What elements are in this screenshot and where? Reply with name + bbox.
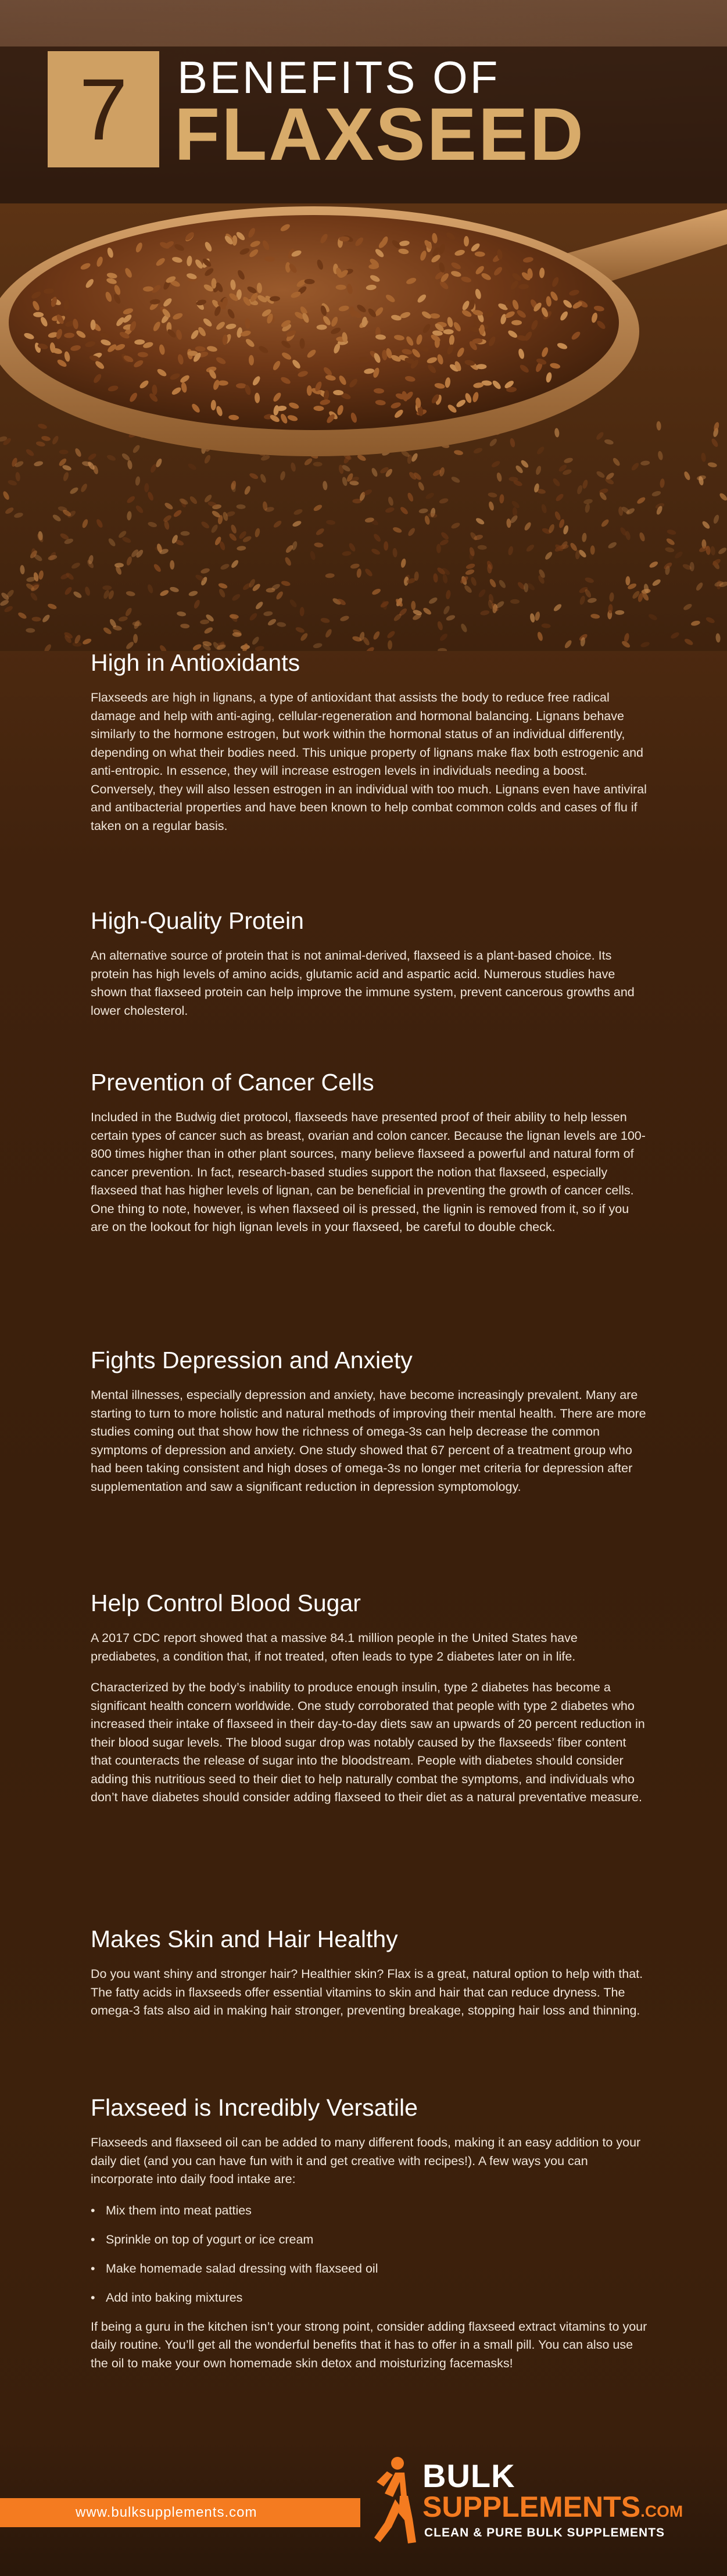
running-figure-icon (372, 2455, 418, 2548)
section-skin-hair (91, 1926, 649, 2033)
number-badge (48, 51, 159, 167)
brand-name: BULK (422, 2457, 515, 2494)
footer (0, 2434, 727, 2576)
section-paragraph: A 2017 CDC report showed that a massive 84.1 million people in the United States have prediabetes, a condition that, if not treated, often leads to type 2 diabetes later on in life. (91, 1631, 578, 1663)
brand-tagline: CLEAN & PURE BULK SUPPLEMENTS (424, 2526, 665, 2539)
section-paragraph: Included in the Budwig diet protocol, flaxseeds have presented proof of their ability to help lessen certain types of cancer such as breast, ovarian and colon cancer. Because the lignan levels are 100-800 times higher than in other plant sources, many believe flaxseed a powerful and natural form of cancer prevention. In fact, research-based studies support the notion that flaxseed, especially flaxseed that has higher levels of lignan, can be beneficial in preventing the growth of cancer cells. One thing to note, however, is when flaxseed oil is pressed, the lignin is removed from it, so if you are on the lookout for high lignan levels in your flaxseed, be careful to double check. (91, 1110, 646, 1235)
website-url[interactable]: www.bulksupplements.com (76, 2505, 257, 2520)
section-cancer (91, 1069, 649, 1250)
section-versatile (91, 2095, 649, 2385)
title-line1: BENEFITS OF (177, 52, 500, 103)
brand-suffix: .COM (640, 2502, 683, 2520)
list-item: • Mix them into meat patties (91, 2202, 649, 2219)
section-paragraph: Do you want shiny and stronger hair? Healthier skin? Flax is a great, natural option to help with that. The fatty acids in flaxseeds offer essential vitamins to skin and hair that can reduce dryness. The omega-3 fats also aid in making hair stronger, preventing breakage, stopping hair loss and thinning. (91, 1967, 643, 2018)
section-antioxidants (91, 650, 649, 848)
flaxseed-spoon-image (0, 203, 727, 651)
section-paragraph: Mental illnesses, especially depression and anxiety, have become increasingly prevalent. Many are starting to turn to more holistic and natural methods of improving their mental health. There are more studies coming out that show how the richness of omega-3s can help decrease the common symptoms of depression and anxiety. One study showed that 67 percent of a treatment group who had been taking consistent and high doses of omega-3s no longer met criteria for depression after supplementation and saw a significant reduction in depression symptomology. (91, 1388, 646, 1494)
number-text: 7 (79, 60, 128, 158)
section-paragraph: Characterized by the body’s inability to produce enough insulin, type 2 diabetes has become a significant health concern worldwide. One study corroborated that people with type 2 diabetes who increased their intake of flaxseed in their day-to-day diets saw an upwards of 20 percent reduction in their blood sugar levels. The blood sugar drop was notably caused by the flaxseeds’ fiber content that counteracts the release of sugar into the bloodstream. People with diabetes should consider adding this nutritious seed to their diet to help naturally combat the symptoms, and individuals who don’t have diabetes should consider adding flaxseed to their diet as a natural preventative measure. (91, 1680, 645, 1805)
list-item: • Make homemade salad dressing with flaxseed oil (91, 2260, 649, 2277)
list-item: • Add into baking mixtures (91, 2289, 649, 2306)
section-paragraph: Flaxseeds are high in lignans, a type of antioxidant that assists the body to reduce free radical damage and help with anti-aging, cellular-regeneration and hormonal balancing. Lignans behave similarly to the hormone estrogen, but work within the hormonal status of an individual differently, depending on what their bodies need. This unique property of lignans make flax both estrogenic and anti-entropic. In essence, they will increase estrogen levels in individuals needing a boost. Conversely, they will also lessen estrogen in an individual with too much. Lignans even have antiviral and antibacterial properties and have been known to help combat common colds and cases of flu if taken on a regular basis. (91, 690, 647, 833)
header-banner (0, 0, 727, 209)
brand-line2: SUPPLEMENTS (422, 2491, 641, 2523)
section-title: Makes Skin and Hair Healthy (91, 1926, 398, 1952)
section-depression (91, 1347, 649, 1509)
title-line2: FLAXSEED (174, 93, 585, 176)
section-title: Flaxseed is Incredibly Versatile (91, 2094, 418, 2121)
brand-supplements (422, 2492, 701, 2521)
section-title: Help Control Blood Sugar (91, 1590, 361, 1616)
list-item: • Sprinkle on top of yogurt or ice cream (91, 2231, 649, 2248)
section-title: Prevention of Cancer Cells (91, 1069, 374, 1096)
section-title: Fights Depression and Anxiety (91, 1347, 413, 1373)
section-intro: Flaxseeds and flaxseed oil can be added to many different foods, making it an easy addition to your daily diet (and you can have fun with it and get creative with recipes!). A few ways you can incorporate into daily food intake are: (91, 2135, 641, 2187)
section-outro: If being a guru in the kitchen isn’t your strong point, consider adding flaxseed extract vitamins to your daily routine. You’ll get all the wonderful benefits that it has to offer in a small pill. You can also use the oil to make your own homemade skin detox and moisturizing facemasks! (91, 2319, 647, 2370)
website-url-bar[interactable] (0, 2498, 360, 2527)
section-blood-sugar (91, 1590, 649, 1820)
section-protein (91, 908, 649, 1033)
section-title: High-Quality Protein (91, 907, 304, 934)
section-paragraph: An alternative source of protein that is not animal-derived, flaxseed is a plant-based choice. Its protein has high levels of amino acids, glutamic acid and aspartic acid. Numerous studies have shown that flaxseed protein can help improve the immune system, prevent cancerous growths and lower cholesterol. (91, 949, 635, 1018)
usage-list (91, 2202, 649, 2306)
section-title: High in Antioxidants (91, 649, 300, 676)
